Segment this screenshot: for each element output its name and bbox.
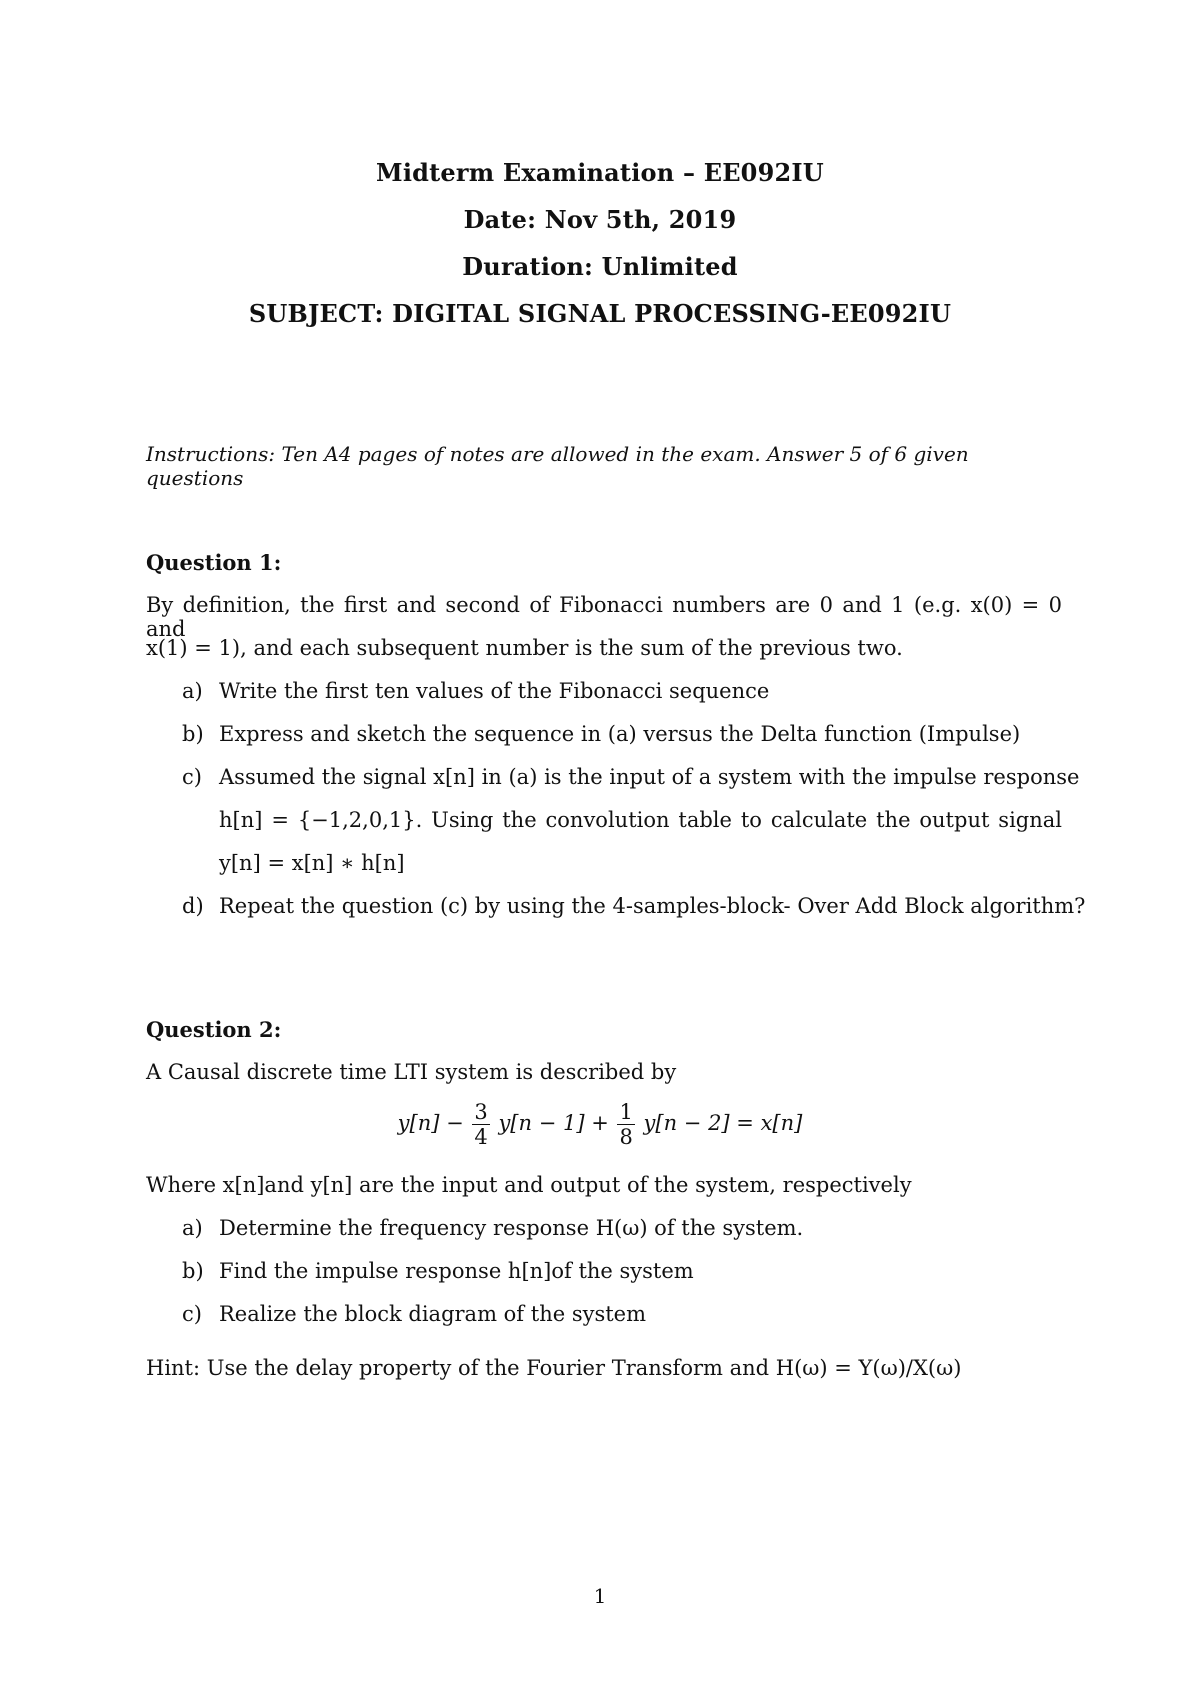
item-text: Write the first ten values of the Fibonacci sequence (219, 679, 770, 703)
question-2-item-a (182, 1216, 803, 1240)
exam-date: Date: Nov 5th, 2019 (463, 205, 737, 234)
question-2-title: Question 2: (146, 1017, 282, 1042)
difference-equation (0, 1100, 1200, 1149)
item-text: Realize the block diagram of the system (219, 1302, 647, 1326)
equation-part-1: y[n] − (397, 1111, 464, 1135)
question-1-intro-line-1: By definition, the first and second of Fibonacci numbers are 0 and 1 (e.g. x(0) = 0 and (146, 593, 1062, 641)
question-1-item-a (182, 679, 769, 703)
question-1-item-c (182, 765, 1079, 789)
item-text: Repeat the question (c) by using the 4-samples-block- Over Add Block algorithm? (219, 894, 1086, 918)
item-label: d) (182, 894, 204, 918)
page-number: 1 (593, 1584, 607, 1608)
equation-part-3: y[n − 2] = x[n] (643, 1111, 803, 1135)
fraction-numerator: 1 (619, 1100, 633, 1124)
item-label: a) (182, 679, 203, 703)
question-1-intro-line-2: x(1) = 1), and each subsequent number is the sum of the previous two. (146, 636, 903, 660)
question-1-item-c-line-2: h[n] = {−1,2,0,1}. Using the convolution table to calculate the output signal (219, 808, 1062, 832)
fraction-denominator: 8 (619, 1125, 633, 1149)
item-label: b) (182, 722, 204, 746)
question-2-hint: Hint: Use the delay property of the Fourier Transform and H(ω) = Y(ω)/X(ω) (146, 1356, 962, 1380)
item-text: Find the impulse response h[n]of the system (219, 1259, 694, 1283)
question-1-item-b (182, 722, 1020, 746)
fraction-three-quarters (472, 1100, 489, 1149)
question-1-item-d (182, 894, 1085, 918)
exam-subject: SUBJECT: DIGITAL SIGNAL PROCESSING-EE092IU (248, 299, 952, 328)
question-2-intro: A Causal discrete time LTI system is described by (146, 1060, 677, 1084)
item-label: b) (182, 1259, 204, 1283)
fraction-numerator: 3 (474, 1100, 488, 1124)
question-2-where: Where x[n]and y[n] are the input and output of the system, respectively (146, 1173, 912, 1197)
exam-title: Midterm Examination – EE092IU (376, 158, 824, 187)
question-2-item-b (182, 1259, 694, 1283)
item-label: c) (182, 1302, 202, 1326)
question-1-title: Question 1: (146, 550, 282, 575)
item-text: Express and sketch the sequence in (a) versus the Delta function (Impulse) (219, 722, 1021, 746)
item-label: c) (182, 765, 202, 789)
question-1-item-c-line-3: y[n] = x[n] ∗ h[n] (219, 851, 405, 875)
equation-part-2: y[n − 1] + (498, 1111, 609, 1135)
fraction-denominator: 4 (474, 1125, 488, 1149)
question-2-item-c (182, 1302, 646, 1326)
fraction-one-eighth (617, 1100, 634, 1149)
item-text: Determine the frequency response H(ω) of the system. (219, 1216, 804, 1240)
instructions: Instructions: Ten A4 pages of notes are allowed in the exam. Answer 5 of 6 given questions (146, 442, 969, 490)
item-text: Assumed the signal x[n] in (a) is the input of a system with the impulse response (219, 765, 1080, 789)
exam-duration: Duration: Unlimited (462, 252, 738, 281)
item-label: a) (182, 1216, 203, 1240)
